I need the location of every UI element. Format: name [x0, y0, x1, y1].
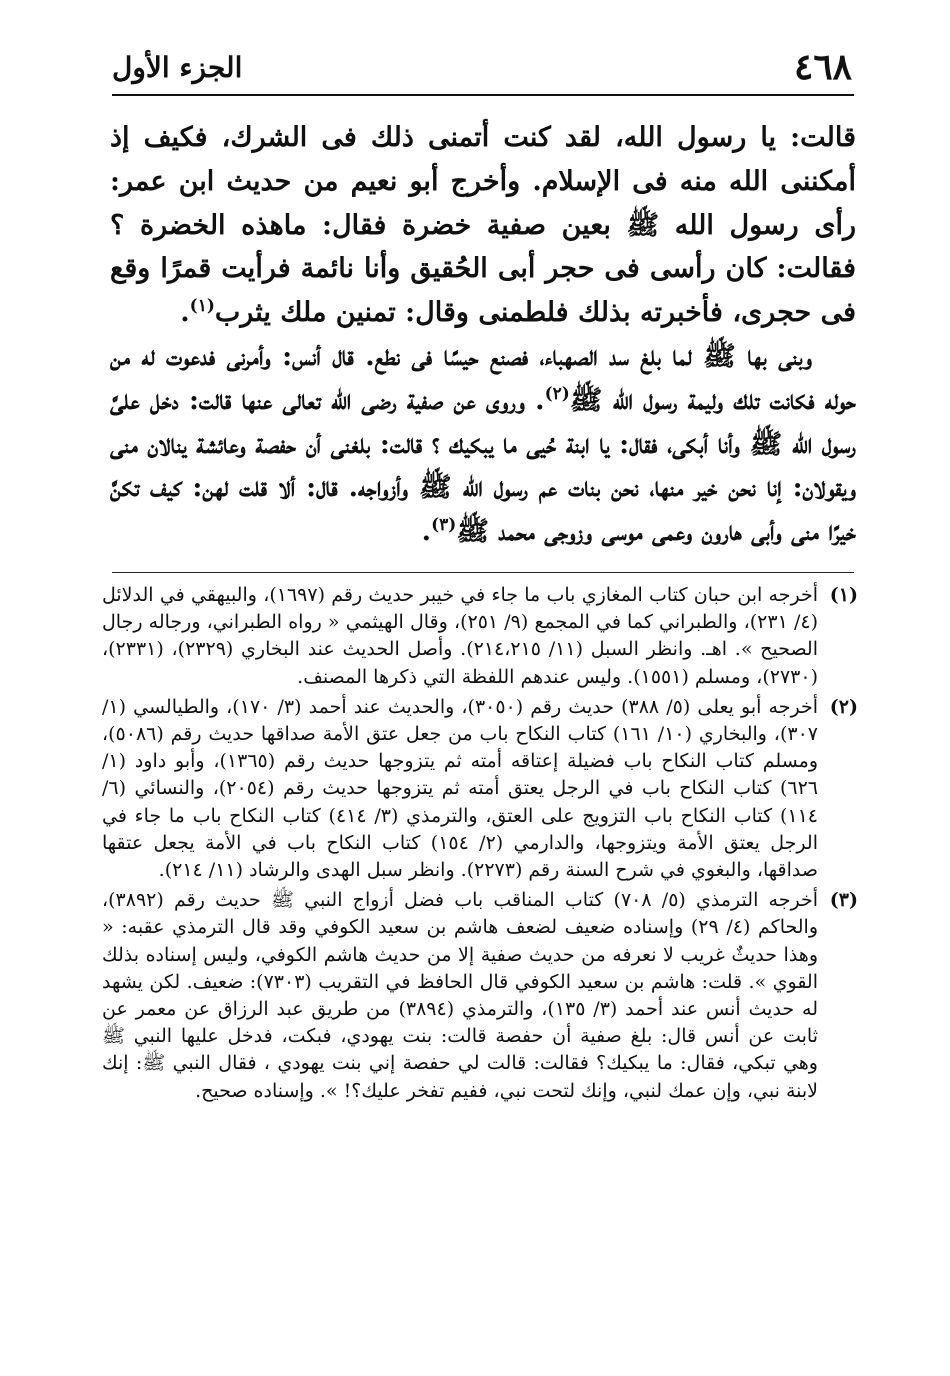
footnote-3: [102, 887, 858, 1105]
footnote-number: (٢): [829, 695, 858, 718]
footnote-text: أخرجه ابن حبان كتاب المغازي باب ما جاء في خيبر حديث رقم (١٦٩٧)، والبيهقي في الدلائل (٤/ ٢٣١)، والطبراني كما في المجمع (٩/ ٢٥١)، وقال الهيثمي « رواه الطبراني، ورجاله رجال الصحيح ». اهـ. وانظر السبل (١١/ ٢١٤،٢١٥). وأصل الحديث عند البخاري (٢٣٢٩)، (٢٣٣١)، (٢٧٣٠)، ومسلم (١٥٥١). وليس عندهم اللفظة التي ذكرها المصنف.: [102, 584, 818, 688]
paragraph-2-text: وبنى بها ﷺ لما بلغ سد الصهباء، فصنع حيسًا فى نطع. قال أنس: وأمرنى فدعوت له من حوله فكانت تلك وليمة رسول الله ﷺ: [110, 340, 856, 416]
paragraph-2: [110, 335, 856, 554]
paragraph-1-text: قالت: يا رسول الله، لقد كنت أتمنى ذلك فى الشرك، فكيف إذ أمكننى الله منه فى الإسلام. وأخرج أبو نعيم من حديث ابن عمر: رأى رسول الله ﷺ بعين صفية خضرة فقال: ماهذه الخضرة ؟ فقالت: كان رأسى فى حجر أبى الحُقيق وأنا نائمة فرأيت قمرًا وقع فى حجرى، فأخبرته بذلك فلطمنى وقال: تمنين ملك يثرب: [110, 122, 856, 329]
footnotes: [102, 582, 858, 1108]
page-header: [112, 44, 852, 94]
page-number: ٤٦٨: [793, 46, 852, 88]
footnote-ref-3[interactable]: (٣): [431, 515, 457, 536]
footnote-ref-1[interactable]: (١): [189, 296, 215, 317]
footnote-1: [102, 582, 858, 691]
main-text: [110, 116, 856, 554]
footnote-2: [102, 694, 858, 884]
footnote-text: أخرجه أبو يعلى (٥/ ٣٨٨) حديث رقم (٣٠٥٠)، والحديث عند أحمد (٣/ ١٧٠)، والطيالسي (١/ ٣٠٧)، والبخاري (١٠/ ١٦١) كتاب النكاح باب من جعل عتق الأمة صداقها حديث رقم (٥٠٨٦)، ومسلم كتاب النكاح باب فضيلة إعتاقه أمته ثم يتزوجها حديث رقم (١٣٦٥)، وأبو داود (١/ ٦٢٦) كتاب النكاح باب في الرجل يعتق أمته ثم يتزوجها حديث رقم (٢٠٥٤)، والنسائي (٦/ ١١٤) كتاب النكاح باب التزويج على العتق، والترمذي (٣/ ٤١٤) كتاب النكاح باب ما جاء في الرجل يعتق الأمة ويتزوجها، والدارمي (٢/ ١٥٤) كتاب النكاح باب في الأمة يجعل عتقها صداقها، والبغوي في شرح السنة رقم (٢٢٧٣). وانظر سبل الهدى والرشاد (١١/ ٢١٤).: [102, 695, 818, 882]
paragraph-1-end: .: [180, 297, 190, 329]
footnote-number: (٣): [829, 889, 858, 912]
paragraph-2-continuation: . وروى عن صفية رضى الله تعالى عنها قالت: دخل علىَّ رسول الله ﷺ وأنا أبكى، فقال: يا ابنة حُيى ما يبكيك ؟ قالت: بلغنى أن حفصة وعائشة ينالان منى ويقولان: إنا نحن خير منها، نحن بنات عم رسول الله ﷺ وأزواجه. قال: ألا قلت لهن: كيف تكنَّ خيرًا منى وأبى هارون وعمى موسى وزوجى محمد ﷺ: [110, 384, 856, 548]
header-divider: [112, 94, 854, 96]
running-head: الجزء الأول: [112, 51, 243, 84]
footnote-number: (١): [829, 584, 858, 606]
footnote-ref-2[interactable]: (٢): [544, 383, 570, 404]
footnote-text: أخرجه الترمذي (٥/ ٧٠٨) كتاب المناقب باب فضل أزواج النبي ﷺ حديث رقم (٣٨٩٢)، والحاكم (٤/ ٢٩) وإسناده ضعيف لضعف هاشم بن سعيد الكوفي وقد قال الترمذي عقبه: « وهذا حديثٌ غريب لا نعرفه من حديث صفية إلا من حديث هاشم الكوفي، وليس إسناده بذلك القوي ». قلت: هاشم بن سعيد الكوفي قال الحافظ في التقريب (٧٣٠٣): ضعيف. لكن يشهد له حديث أنس عند أحمد (٣/ ١٣٥)، والترمذي (٣٨٩٤) من طريق عبد الرزاق عن معمر عن ثابت عن أنس قال: بلغ صفية أن حفصة قالت: بنت يهودي، فبكت، فدخل عليها النبي ﷺ وهي تبكي، فقال: ما يبكيك؟ فقالت: قالت لي حفصة إني بنت يهودي ، فقال النبي ﷺ: إنك لابنة نبي، وإن عمك لنبي، وإنك لتحت نبي، ففيم تفخر عليك؟! ». وإسناده صحيح.: [102, 889, 819, 1102]
paragraph-2-end: .: [421, 516, 432, 548]
paragraph-1: [110, 116, 856, 335]
footnotes-divider: [112, 572, 854, 573]
